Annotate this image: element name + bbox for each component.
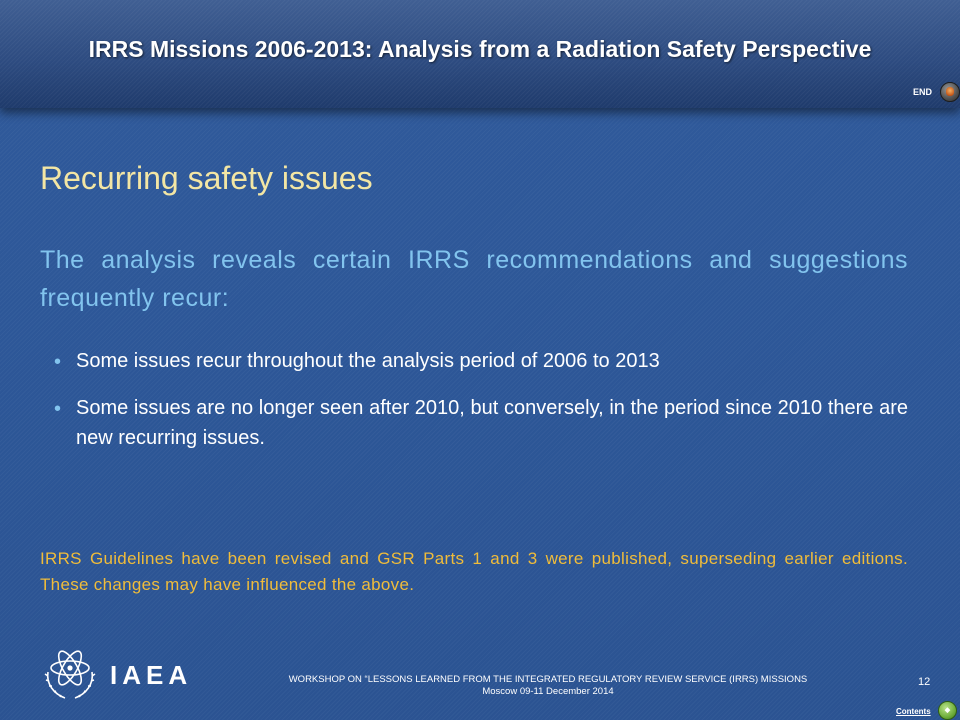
iaea-logo-text: IAEA	[110, 660, 193, 690]
guidelines-note: IRRS Guidelines have been revised and GSR Parts 1 and 3 were published, superseding earlier editions. These changes may have influenced the above.	[40, 549, 908, 594]
footer-text	[248, 674, 848, 698]
contents-link[interactable]: Contents	[896, 707, 931, 716]
end-button-glyph	[946, 87, 954, 96]
end-link[interactable]: END	[913, 87, 933, 97]
iaea-atom-emblem-icon	[38, 638, 102, 702]
bullet-text: Some issues are no longer seen after 2010, but conversely, in the period since 2010 there are new recurring issues.	[76, 397, 908, 449]
page-number: 12	[918, 676, 931, 688]
bullet-marker: •	[54, 351, 62, 373]
intro-text: The analysis reveals certain IRRS recommendations and suggestions frequently recur:	[40, 246, 908, 312]
slide-header	[0, 0, 960, 108]
bullet-list	[54, 346, 908, 453]
bullet-marker: •	[54, 398, 62, 420]
section-title: Recurring safety issues	[40, 160, 373, 196]
workshop-line: WORKSHOP ON “LESSONS LEARNED FROM THE INTEGRATED REGULATORY REVIEW SERVICE (IRRS) MISSIONS	[288, 674, 808, 685]
bullet-text: Some issues recur throughout the analysis period of 2006 to 2013	[76, 350, 660, 372]
location-line: Moscow 09-11 December 2014	[482, 686, 614, 697]
bullet-item	[54, 346, 908, 376]
end-button-icon[interactable]	[940, 82, 960, 102]
slide-title: IRRS Missions 2006-2013: Analysis from a Radiation Safety Perspective	[88, 36, 872, 62]
bullet-item	[54, 393, 908, 453]
contents-button-icon[interactable]: ◆	[938, 701, 957, 720]
